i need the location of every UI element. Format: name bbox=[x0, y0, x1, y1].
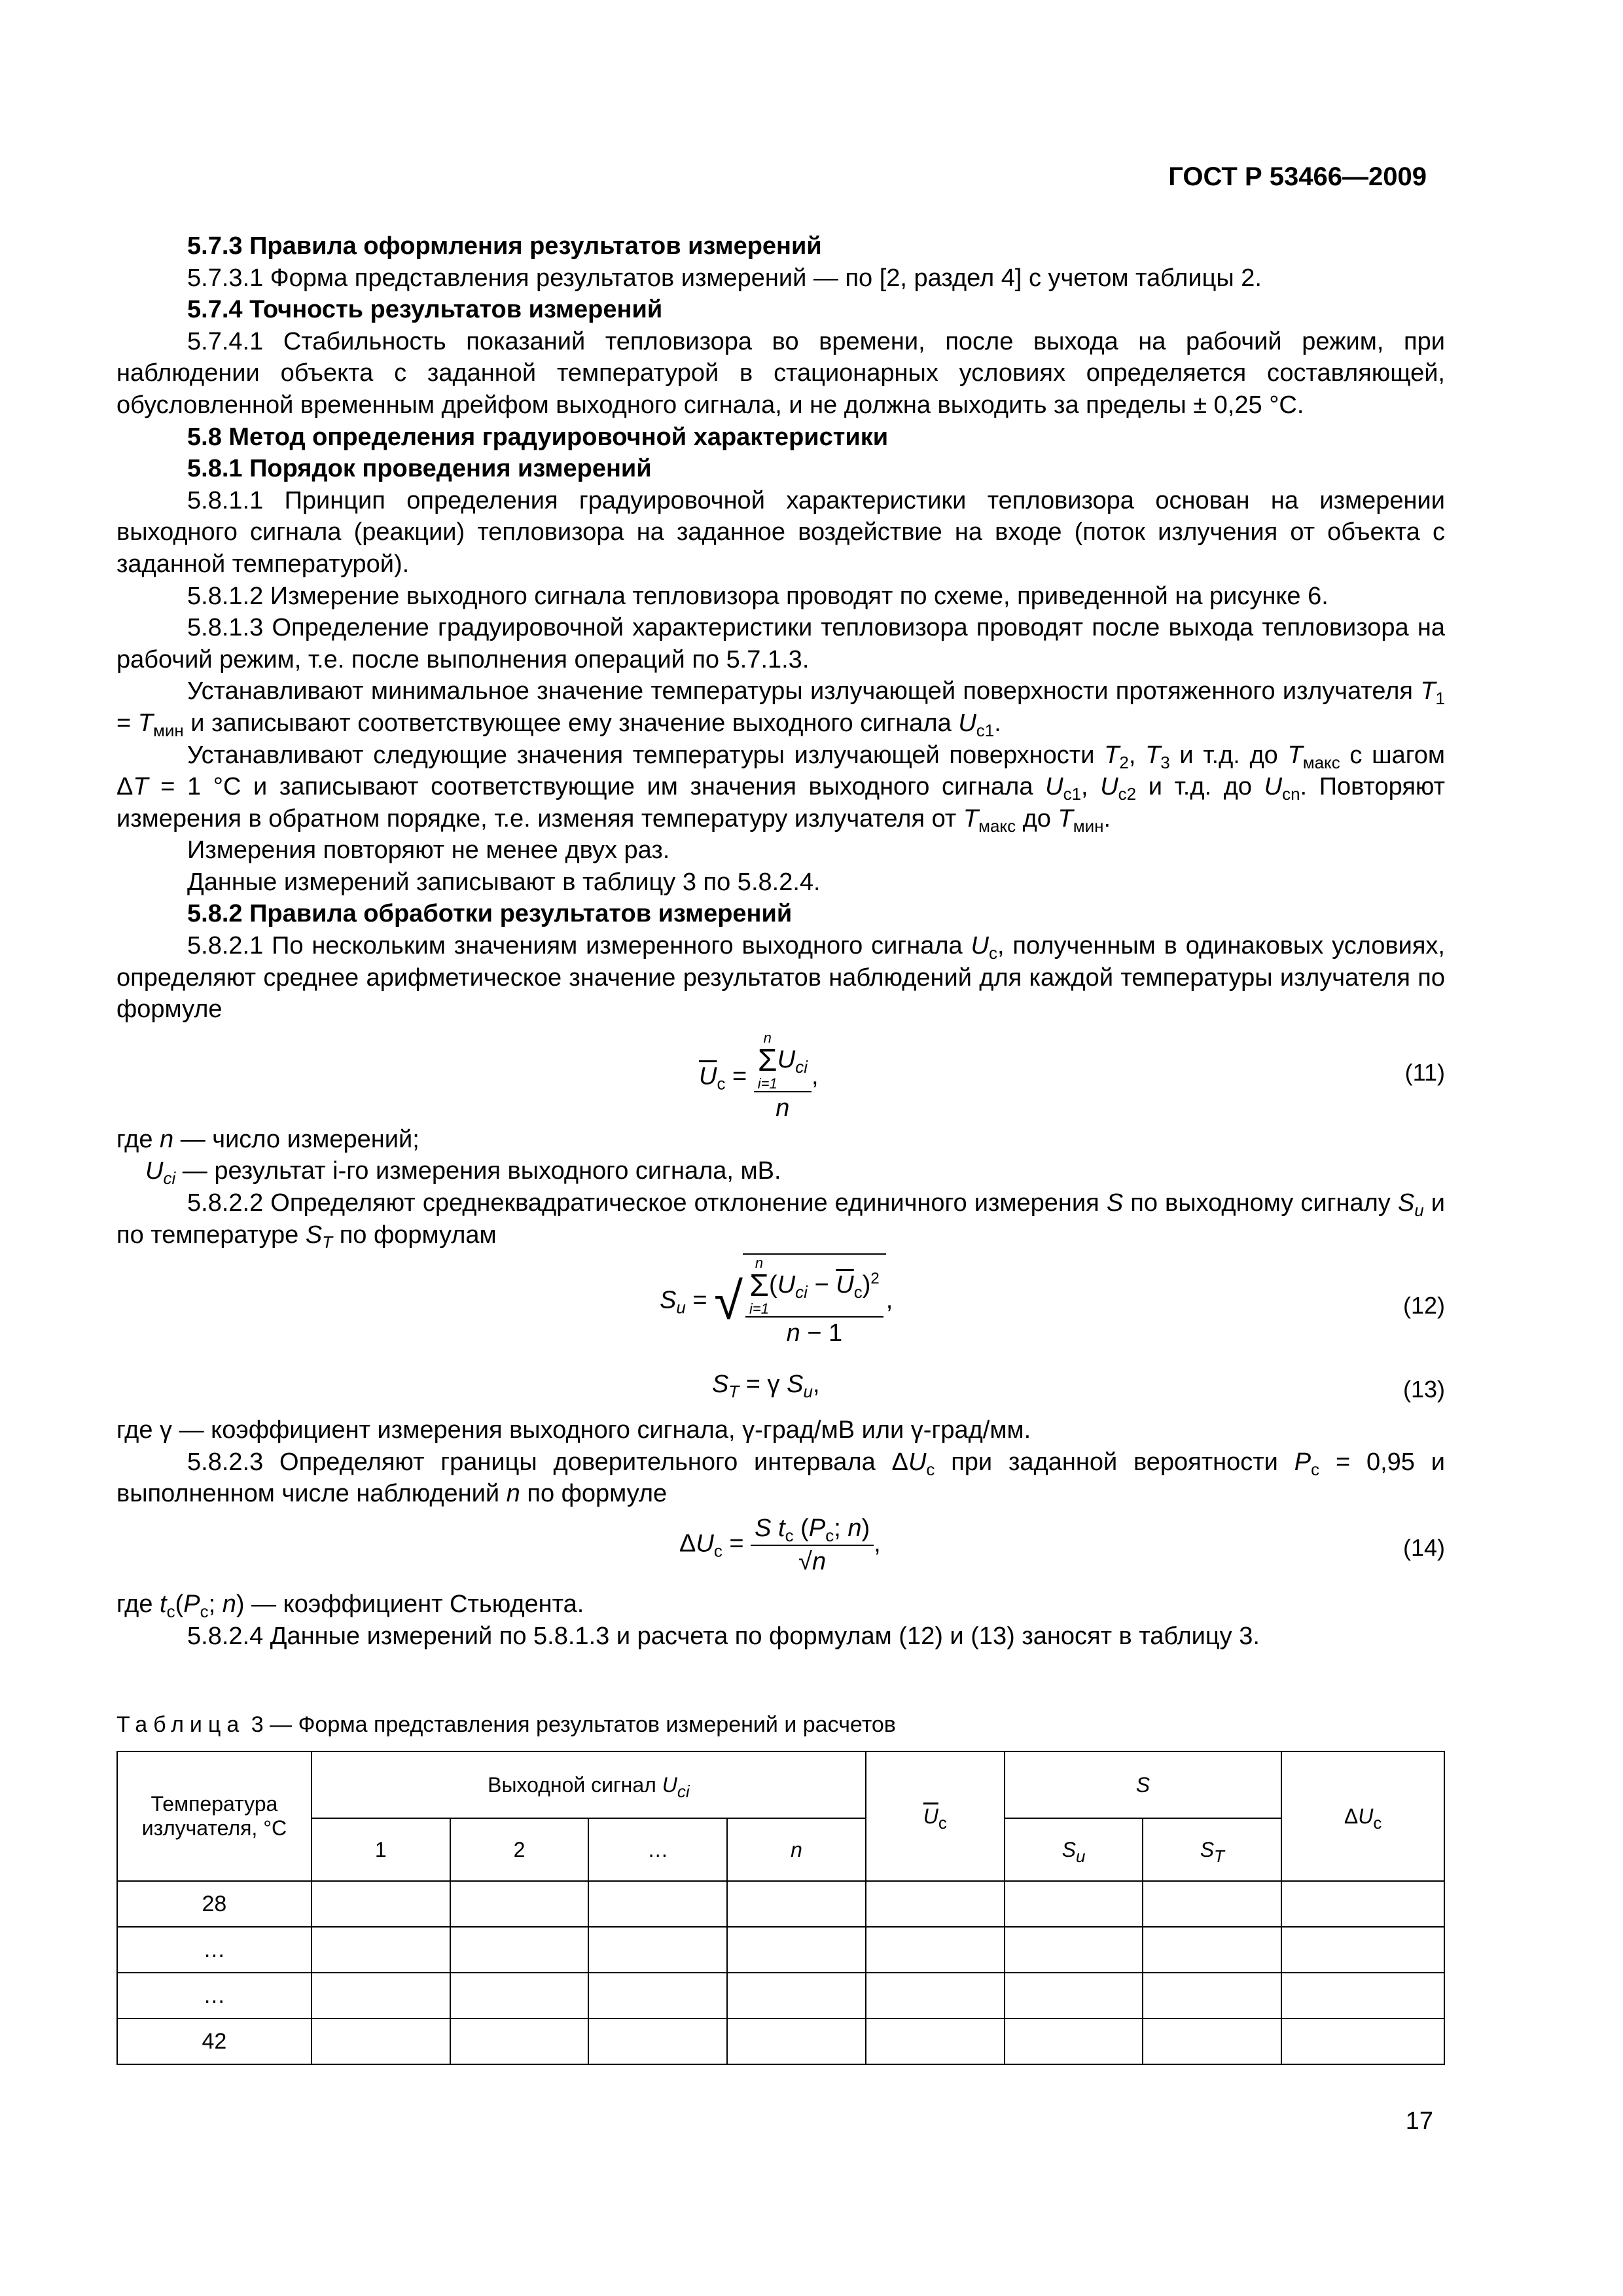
table-row bbox=[117, 1973, 1444, 2018]
formula-14: $\Delta U_c$ = $\frac{S t_c (P_c; n)}{√n}$ , (14) bbox=[116, 1510, 1445, 1588]
paragraph-5-8-1-2: 5.8.1.2 Измерение выходного сигнала тепловизора проводят по схеме, приведенной на рисунке 6. bbox=[187, 582, 1329, 610]
header-output-signal: Выходной сигнал $U_{ci}$ bbox=[312, 1751, 866, 1818]
section-5-7-4-title: 5.7.4 Точность результатов измерений bbox=[187, 296, 663, 324]
document-code: ГОСТ Р 53466—2009 bbox=[1168, 162, 1427, 191]
paragraph-5-8-2-4: 5.8.2.4 Данные измерений по 5.8.1.3 и расчета по формулам (12) и (13) заносят в таблицу 3. bbox=[187, 1622, 1260, 1650]
table-caption: Таблица 3 — Форма представления результатов измерений и расчетов bbox=[116, 1712, 896, 1737]
section-5-8-2-title: 5.8.2 Правила обработки результатов измерений bbox=[187, 900, 793, 928]
page-number: 17 bbox=[1405, 2108, 1433, 2135]
header-col-1: 1 bbox=[312, 1818, 450, 1881]
body-text bbox=[116, 230, 1445, 1652]
where-n: где n — число измерений; bbox=[116, 1125, 419, 1153]
row-temperature: 28 bbox=[117, 1881, 312, 1927]
section-5-7-3-title: 5.7.3 Правила оформления результатов измерений bbox=[187, 232, 822, 260]
header-su: $S_u$ bbox=[1005, 1818, 1143, 1881]
paragraph-set-min: Устанавливают минимальное значение температуры излучающей поверхности протяженного излучателя $T_1 = T_{мин}$ и записывают соответствующее ему значение выходного сигнала $U_{c1}$. bbox=[116, 677, 1445, 740]
where-uci: $U_{ci}$ — результат i-го измерения выходного сигнала, мВ. bbox=[145, 1157, 781, 1189]
formula-12: $S_u$ = √ n Σ i=1 $(U_{ci} - \overline{U}_c)^2$ n − 1 , (12) bbox=[116, 1251, 1445, 1369]
paragraph-5-8-1-1: 5.8.1.1 Принцип определения градуировочной характеристики тепловизора основан на измерении выходного сигнала (реакции) тепловизора на заданное воздействие на входе (поток излучения от объекта с заданной температурой). bbox=[116, 486, 1445, 578]
formula-13-number: (13) bbox=[1402, 1376, 1445, 1403]
paragraph-repeat: Измерения повторяют не менее двух раз. bbox=[187, 836, 670, 865]
header-s: S bbox=[1005, 1751, 1282, 1818]
table-row bbox=[117, 1881, 1444, 1927]
header-col-n: n bbox=[727, 1818, 866, 1881]
section-5-8-title: 5.8 Метод определения градуировочной характеристики bbox=[187, 423, 889, 451]
paragraph-5-8-1-3: 5.8.1.3 Определение градуировочной характеристики тепловизора проводят после выхода тепловизора на рабочий режим, т.е. после выполнения операций по 5.7.1.3. bbox=[116, 614, 1445, 673]
header-delta-uc: $\Delta U_c$ bbox=[1281, 1751, 1444, 1881]
paragraph-set-next: Устанавливают следующие значения температуры излучающей поверхности $T_2$, $T_3$ и т.д. до $T_{макс}$ с шагом ΔT = 1 °С и записывают соответствующие им значения выходного сигнала $U_{c1}$, $U_{c2}$ и т.д. до $U_{cn}$. Повторяют измерения в обратном порядке, т.е. изменяя температуру излучателя от $T_{макс}$ до $T_{мин}$. bbox=[116, 741, 1446, 836]
header-temperature: Температура излучателя, °С bbox=[117, 1751, 312, 1881]
table-row bbox=[117, 2018, 1444, 2064]
paragraph-5-8-2-1: 5.8.2.1 По нескольким значениям измеренного выходного сигнала $U_c$, полученным в одинаковых условиях, определяют среднее арифметическое значение результатов наблюдений для каждой температуры излучателя по формуле bbox=[116, 932, 1445, 1024]
paragraph-5-7-4-1: 5.7.4.1 Стабильность показаний тепловизора во времени, после выхода на рабочий режим, при наблюдении объекта с заданной температурой в стационарных условиях определяется составляющей, обусловленной временным дрейфом выходного сигнала, и не должна выходить за пределы ± 0,25 °С. bbox=[116, 327, 1445, 419]
row-temperature: 42 bbox=[117, 2018, 312, 2064]
formula-14-number: (14) bbox=[1402, 1534, 1445, 1561]
formula-11: $\overline{U}_c$ = n Σ i=1 $U_{ci}$ n , (11) bbox=[699, 1029, 1445, 1122]
paragraph-5-8-2-3: 5.8.2.3 Определяют границы доверительного интервала $\Delta U_c$ при заданной вероятности $P_c = 0,95$ и выполненном числе наблюдений n по формуле bbox=[116, 1448, 1445, 1508]
row-temperature: … bbox=[117, 1927, 312, 1973]
section-5-8-1-title: 5.8.1 Порядок проведения измерений bbox=[187, 455, 652, 483]
table-row bbox=[117, 1927, 1444, 1973]
formula-11-number: (11) bbox=[1404, 1058, 1445, 1086]
header-col-ellipsis: … bbox=[588, 1818, 727, 1881]
header-st: $S_T$ bbox=[1143, 1818, 1281, 1881]
where-t: где $t_c(P_c$; n) — коэффициент Стьюдента. bbox=[116, 1590, 584, 1621]
row-temperature: … bbox=[117, 1973, 312, 2018]
paragraph-5-7-3-1: 5.7.3.1 Форма представления результатов измерений — по [2, раздел 4] с учетом таблицы 2. bbox=[187, 264, 1262, 292]
formula-13: $S_T = \gamma$ $S_u$, (13) bbox=[116, 1369, 1445, 1414]
header-col-2: 2 bbox=[450, 1818, 589, 1881]
paragraph-record: Данные измерений записывают в таблицу 3 по 5.8.2.4. bbox=[187, 868, 821, 896]
table-3 bbox=[116, 1751, 1445, 2065]
formula-12-number: (12) bbox=[1402, 1292, 1445, 1319]
header-mean-uc: $\overline{U}_c$ bbox=[866, 1751, 1005, 1881]
where-gamma: где γ — коэффициент измерения выходного сигнала, γ-град/мВ или γ-град/мм. bbox=[116, 1416, 1031, 1444]
paragraph-5-8-2-2: 5.8.2.2 Определяют среднеквадратическое отклонение единичного измерения S по выходному сигналу $S_u$ и по температуре $S_T$ по формулам bbox=[116, 1189, 1445, 1252]
